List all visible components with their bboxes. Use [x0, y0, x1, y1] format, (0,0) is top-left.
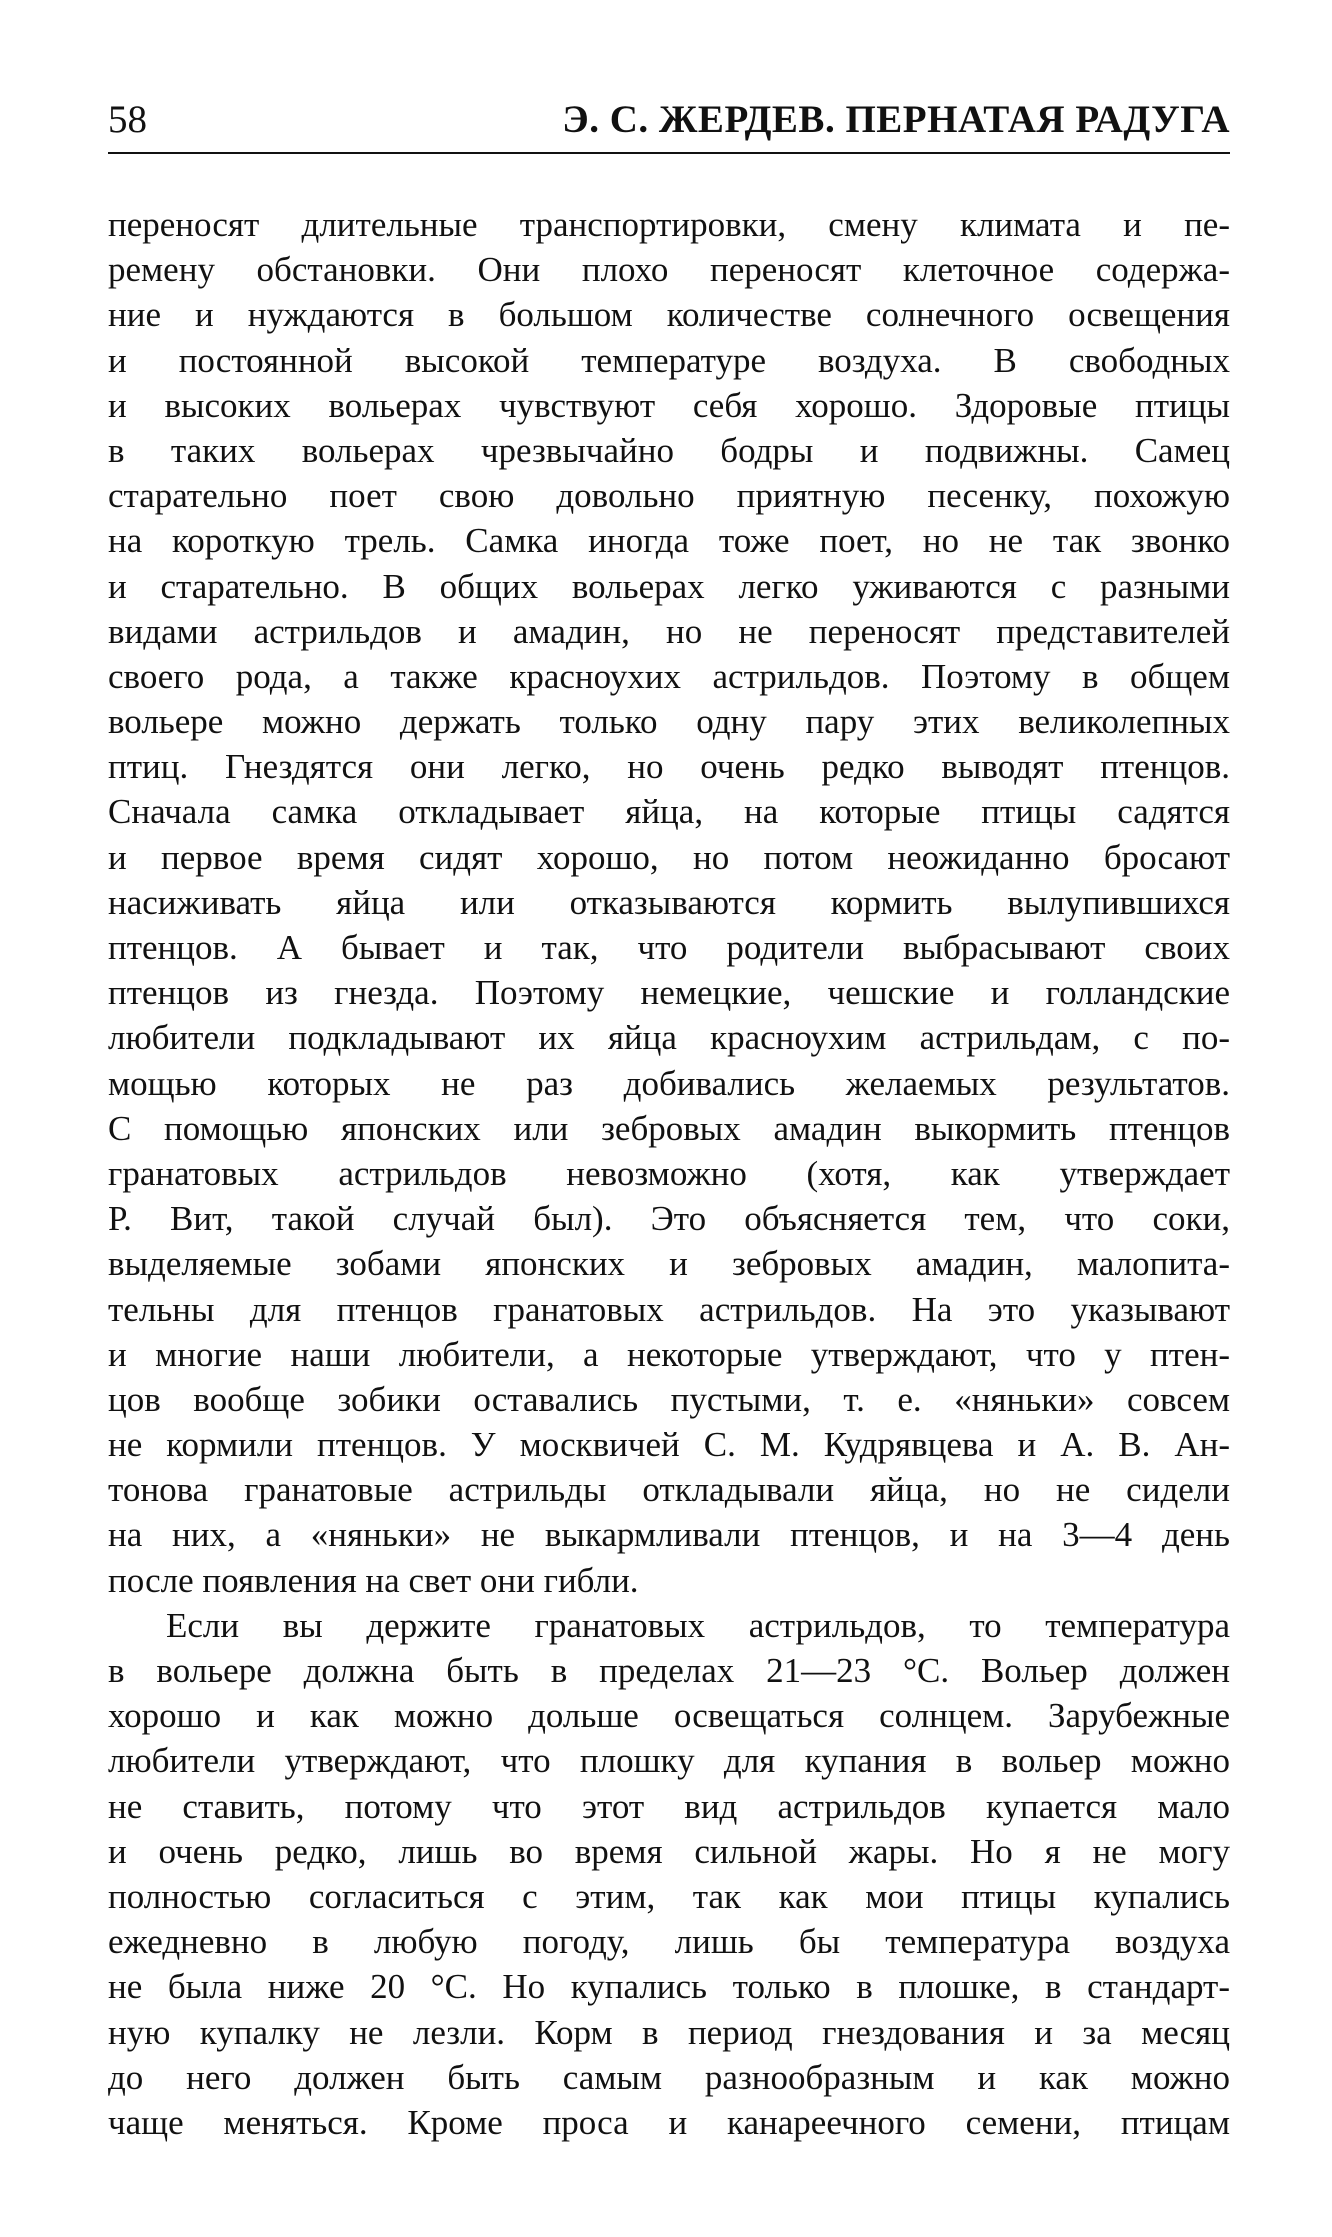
- text-line: ную купалку не лезли. Корм в период гнездования и за месяц: [108, 2012, 1230, 2052]
- text-line: Если вы держите гранатовых астрильдов, то температура: [166, 1605, 1230, 1645]
- text-line: птиц. Гнездятся они легко, но очень редко выводят птенцов.: [108, 747, 1230, 787]
- text-line: не кормили птенцов. У москвичей С. М. Кудрявцева и А. В. Ан-: [108, 1425, 1230, 1465]
- text-line: видами астрильдов и амадин, но не переносят представителей: [108, 611, 1230, 651]
- text-line: и очень редко, лишь во время сильной жары. Но я не могу: [108, 1831, 1230, 1871]
- body-text: [108, 202, 1230, 2145]
- text-line: не была ниже 20 °С. Но купались только в плошке, в стандарт-: [108, 1967, 1230, 2007]
- text-line: до него должен быть самым разнообразным и как можно: [108, 2057, 1230, 2097]
- text-line: в таких вольерах чрезвычайно бодры и подвижны. Самец: [108, 430, 1230, 470]
- header-rule: [108, 152, 1230, 154]
- text-line: гранатовых астрильдов невозможно (хотя, как утверждает: [108, 1153, 1230, 1193]
- text-line: и многие наши любители, а некоторые утверждают, что у птен-: [108, 1334, 1230, 1374]
- text-line: и первое время сидят хорошо, но потом неожиданно бросают: [108, 837, 1230, 877]
- text-line: мощью которых не раз добивались желаемых результатов.: [108, 1063, 1230, 1103]
- text-line: чаще меняться. Кроме проса и канареечного семени, птицам: [108, 2102, 1230, 2142]
- text-line: тонова гранатовые астрильды откладывали яйца, но не сидели: [108, 1470, 1230, 1510]
- running-title: Э. С. ЖЕРДЕВ. ПЕРНАТАЯ РАДУГА: [562, 98, 1230, 141]
- text-line: на них, а «няньки» не выкармливали птенцов, и на 3—4 день: [108, 1515, 1230, 1555]
- text-line: ремену обстановки. Они плохо переносят клеточное содержа-: [108, 250, 1230, 290]
- paragraph: [108, 202, 1230, 1603]
- text-line: и высоких вольерах чувствуют себя хорошо. Здоровые птицы: [108, 385, 1230, 425]
- text-line: ежедневно в любую погоду, лишь бы температура воздуха: [108, 1922, 1230, 1962]
- text-line: птенцов из гнезда. Поэтому немецкие, чешские и голландские: [108, 973, 1230, 1013]
- text-line: С помощью японских или зебровых амадин выкормить птенцов: [108, 1108, 1230, 1148]
- text-line: на короткую трель. Самка иногда тоже поет, но не так звонко: [108, 521, 1230, 561]
- paragraph: [108, 1603, 1230, 2145]
- text-line: цов вообще зобики оставались пустыми, т. е. «няньки» совсем: [108, 1379, 1230, 1419]
- text-line: выделяемые зобами японских и зебровых амадин, малопита-: [108, 1244, 1230, 1284]
- text-line: и старательно. В общих вольерах легко уживаются с разными: [108, 566, 1230, 606]
- text-line: ние и нуждаются в большом количестве солнечного освещения: [108, 295, 1230, 335]
- running-head: [108, 92, 1230, 148]
- text-line: старательно поет свою довольно приятную песенку, похожую: [108, 476, 1230, 516]
- text-line: птенцов. А бывает и так, что родители выбрасывают своих: [108, 928, 1230, 967]
- text-line: не ставить, потому что этот вид астрильдов купается мало: [108, 1786, 1230, 1826]
- text-line: полностью согласиться с этим, так как мои птицы купались: [108, 1876, 1230, 1916]
- text-line: Сначала самка откладывает яйца, на которые птицы садятся: [108, 792, 1230, 832]
- text-line: своего рода, а также красноухих астрильдов. Поэтому в общем: [108, 656, 1230, 696]
- text-line: в вольере должна быть в пределах 21—23 °С. Вольер должен: [108, 1651, 1230, 1690]
- text-line: любители подкладывают их яйца красноухим астрильдам, с по-: [108, 1018, 1230, 1058]
- text-line: любители утверждают, что плошку для купания в вольер можно: [108, 1741, 1230, 1781]
- page-number: 58: [108, 98, 147, 141]
- text-line: насиживать яйца или отказываются кормить вылупившихся: [108, 882, 1230, 922]
- text-line: Р. Вит, такой случай был). Это объясняется тем, что соки,: [108, 1199, 1230, 1239]
- text-line: и постоянной высокой температуре воздуха. В свободных: [108, 340, 1230, 380]
- text-line: вольере можно держать только одну пару этих великолепных: [108, 702, 1230, 742]
- text-line: после появления на свет они гибли.: [108, 1560, 639, 1600]
- text-line: хорошо и как можно дольше освещаться солнцем. Зарубежные: [108, 1696, 1230, 1736]
- text-line: тельны для птенцов гранатовых астрильдов. На это указывают: [108, 1289, 1230, 1329]
- text-line: переносят длительные транспортировки, смену климата и пе-: [108, 205, 1230, 244]
